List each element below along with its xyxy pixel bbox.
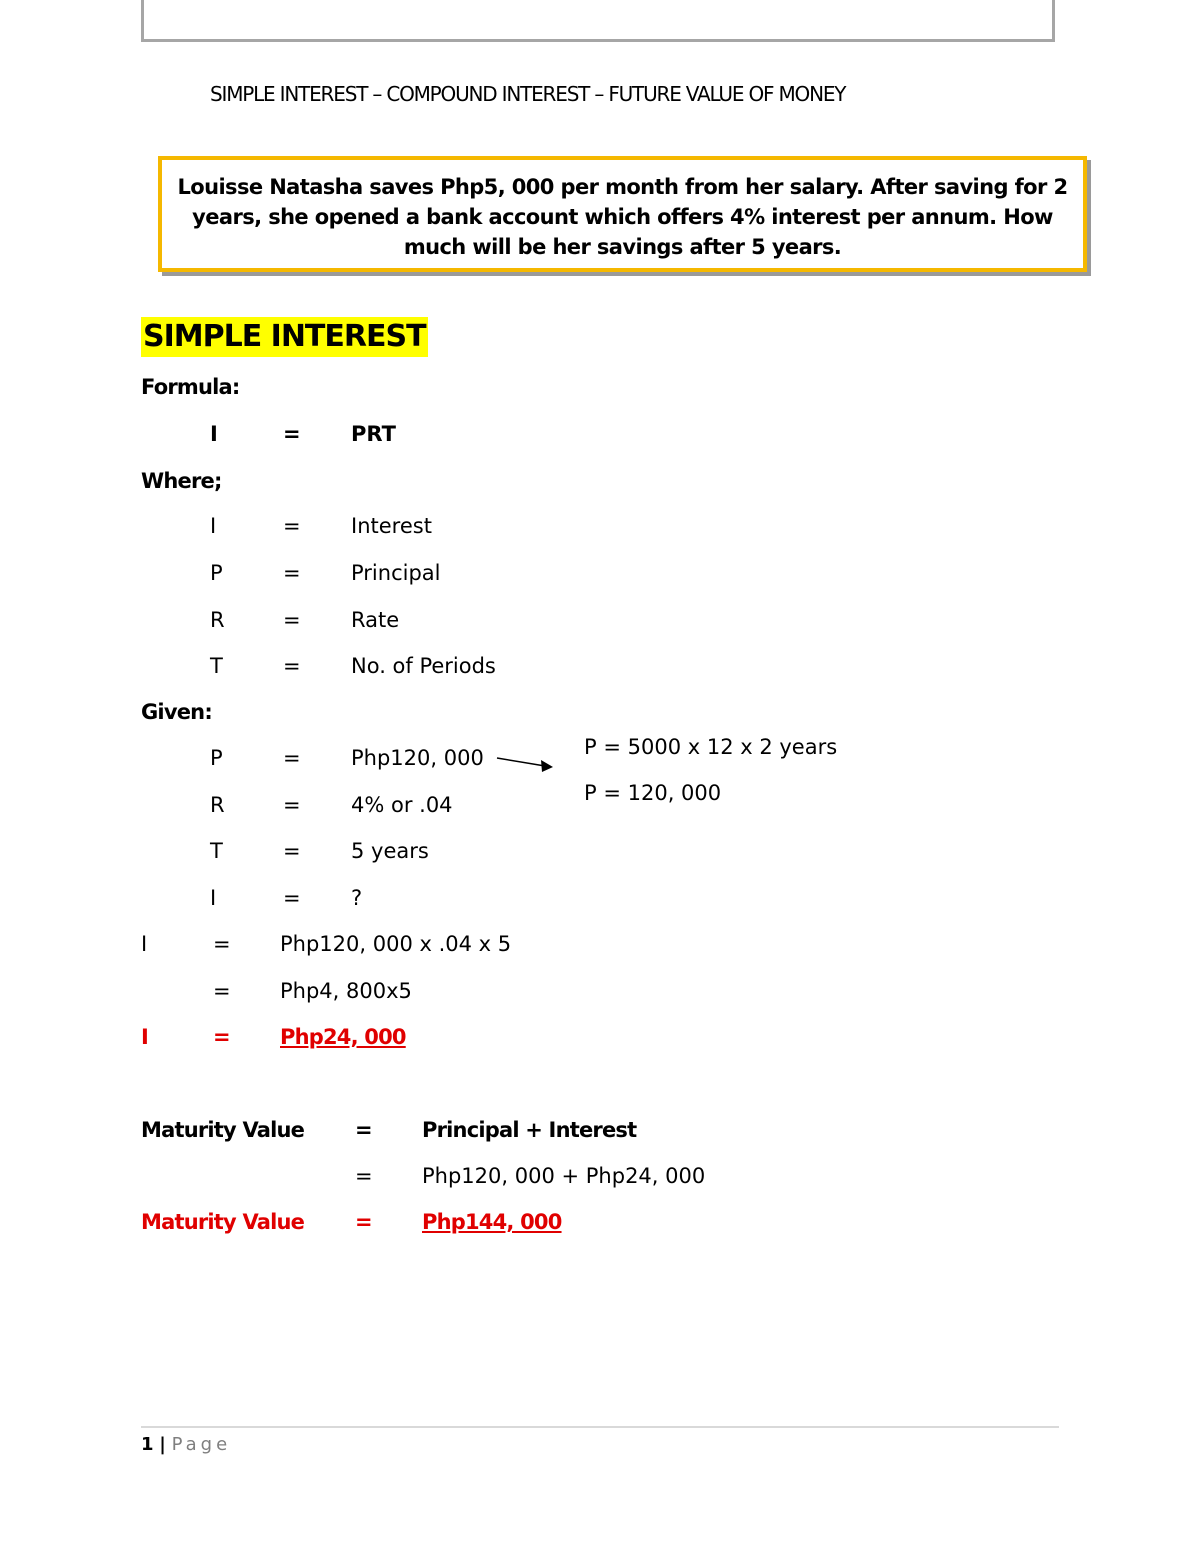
page-footer — [141, 1434, 231, 1455]
interest-result-lhs: I — [141, 1025, 149, 1049]
given-symbol: R — [210, 793, 225, 817]
problem-box — [158, 156, 1087, 272]
formula-eq: = — [283, 422, 301, 446]
maturity-result-equals: = — [355, 1210, 373, 1234]
header-box — [141, 0, 1055, 42]
where-description: Principal — [351, 561, 441, 585]
calc-equals: = — [213, 932, 231, 956]
formula-label: Formula: — [141, 375, 240, 399]
calc-lhs: I — [141, 932, 148, 956]
calc-value: Php120, 000 x .04 x 5 — [280, 932, 512, 956]
arrow-right-icon — [495, 752, 559, 774]
given-equals: = — [283, 839, 301, 863]
calc-equals: = — [213, 979, 231, 1003]
given-symbol: I — [210, 886, 217, 910]
calc-value: Php4, 800x5 — [280, 979, 412, 1003]
where-description: No. of Periods — [351, 654, 496, 678]
problem-text: Louisse Natasha saves Php5, 000 per month from her salary. After saving for 2 years, she opened a bank account which offers 4% interest per annum. How much will be her savings after 5 years. — [177, 175, 1068, 259]
footer-divider — [141, 1426, 1059, 1428]
formula-lhs: I — [210, 422, 218, 446]
interest-result-value: Php24, 000 — [280, 1025, 406, 1049]
formula-rhs: PRT — [351, 422, 396, 446]
given-value: ? — [351, 886, 363, 910]
where-equals: = — [283, 514, 301, 538]
page-label: Page — [171, 1434, 232, 1455]
given-symbol: T — [210, 839, 223, 863]
where-equals: = — [283, 561, 301, 585]
maturity-formula: Principal + Interest — [422, 1118, 637, 1142]
where-description: Rate — [351, 608, 400, 632]
given-equals: = — [283, 886, 301, 910]
maturity-result-label: Maturity Value — [141, 1210, 305, 1234]
given-value: 5 years — [351, 839, 429, 863]
given-equals: = — [283, 793, 301, 817]
maturity-result-value: Php144, 000 — [422, 1210, 562, 1234]
maturity-equals: = — [355, 1118, 373, 1142]
given-value: 4% or .04 — [351, 793, 453, 817]
where-equals: = — [283, 608, 301, 632]
section-title: SIMPLE INTEREST — [141, 317, 428, 357]
where-symbol: I — [210, 514, 217, 538]
where-symbol: T — [210, 654, 223, 678]
given-value: Php120, 000 — [351, 746, 484, 770]
where-symbol: P — [210, 561, 223, 585]
page-separator: | — [159, 1434, 166, 1455]
where-equals: = — [283, 654, 301, 678]
document-title: SIMPLE INTEREST – COMPOUND INTEREST – FUTURE VALUE OF MONEY — [210, 82, 846, 106]
page-number: 1 — [141, 1434, 154, 1455]
where-symbol: R — [210, 608, 225, 632]
where-description: Interest — [351, 514, 432, 538]
maturity-label: Maturity Value — [141, 1118, 305, 1142]
maturity-substitution: Php120, 000 + Php24, 000 — [422, 1164, 706, 1188]
interest-result-equals: = — [213, 1025, 231, 1049]
where-label: Where; — [141, 469, 222, 493]
maturity-equals: = — [355, 1164, 373, 1188]
note-line-1: P = 5000 x 12 x 2 years — [584, 735, 838, 759]
given-symbol: P — [210, 746, 223, 770]
given-label: Given: — [141, 700, 212, 724]
note-line-2: P = 120, 000 — [584, 781, 722, 805]
given-equals: = — [283, 746, 301, 770]
